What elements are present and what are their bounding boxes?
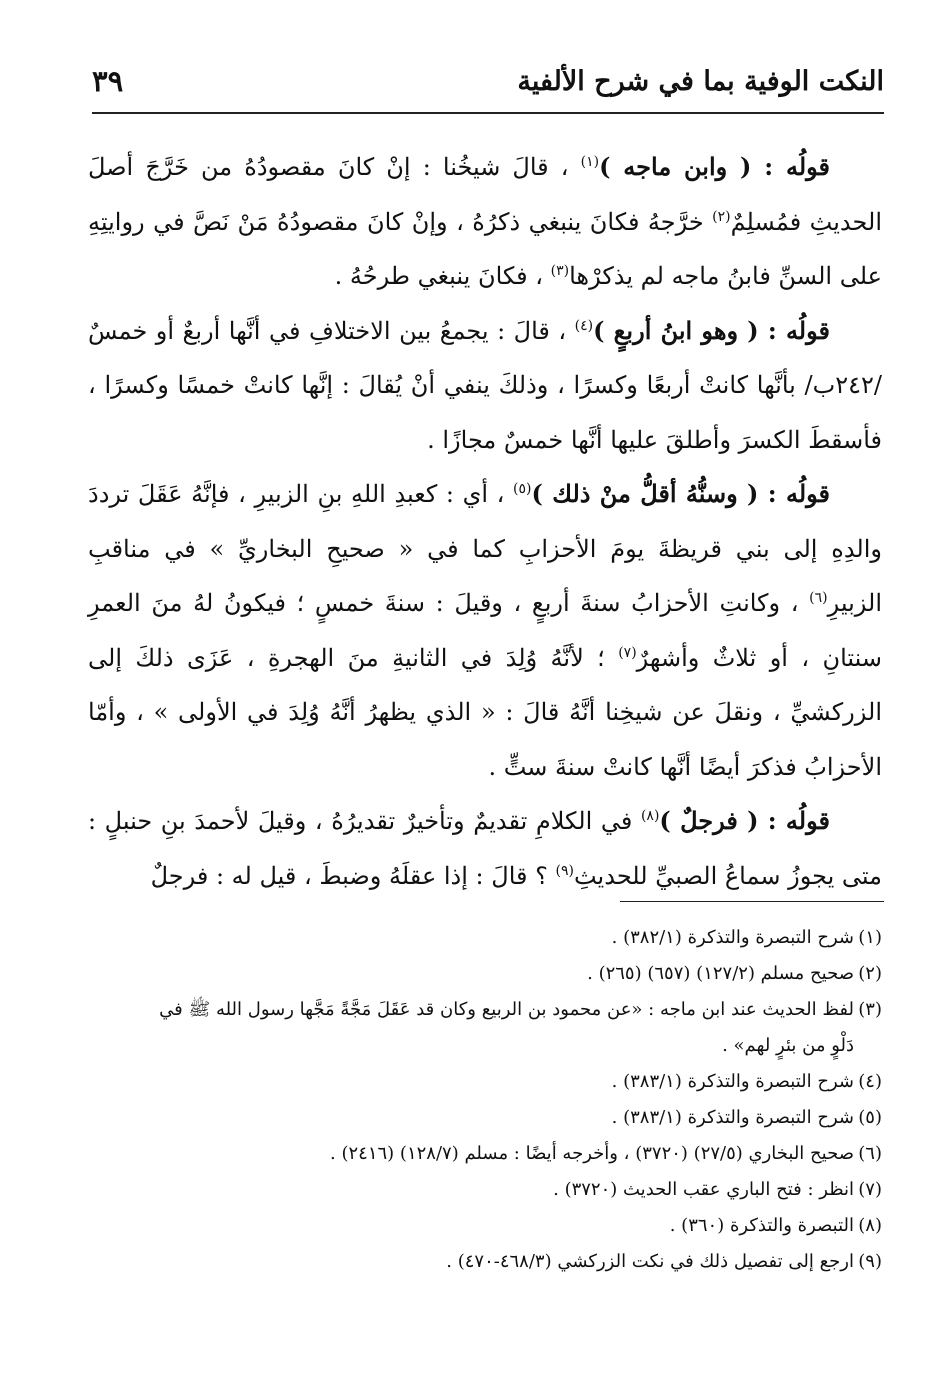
footnote-text-continued: دَلْوٍ من بئرٍ لهم» . bbox=[722, 1035, 854, 1056]
footnote-number: (٦) bbox=[858, 1143, 882, 1164]
footnote bbox=[88, 1244, 882, 1280]
page-header bbox=[92, 58, 884, 108]
footnote-text: ارجع إلى تفصيل ذلك في نكت الزركشي (٤٦٨/٣-٤٧٠) . bbox=[446, 1251, 854, 1272]
footnote-ref: (٥) bbox=[513, 481, 532, 497]
paragraph-1 bbox=[88, 140, 882, 304]
footnote bbox=[88, 1172, 882, 1208]
footnote-ref: (٤) bbox=[574, 317, 594, 334]
footnote bbox=[88, 1136, 882, 1172]
paragraph-text: ؛ لأنَّهُ وُلِدَ في الثانيةِ منَ الهجرةِ ، عَزَى ذلكَ إلى الزركشيِّ ، ونقلَ عن شيخِنا أنَّهُ قالَ : « الذي يظهرُ أنَّهُ وُلِدَ في الأولى » ، وأمّا الأحزابُ فذكرَ أيضًا أنَّها كانتْ سنةَ ستٍّ . bbox=[88, 643, 882, 781]
footnote bbox=[88, 1208, 882, 1244]
footnote-text: صحيح مسلم (١٢٧/٢) (٦٥٧) (٢٦٥) . bbox=[587, 963, 854, 984]
quoted-lemma: قولُه : ( وهو ابنُ أربعٍ ) bbox=[593, 315, 830, 345]
paragraph-text: ؟ قالَ : إذا عقلَهُ وضبطَ ، قيل له : فرجلٌ bbox=[150, 861, 548, 890]
footnote-ref: (٢) bbox=[712, 208, 731, 225]
footnote-ref: (٦) bbox=[809, 590, 828, 606]
footnote bbox=[88, 1100, 882, 1136]
footnotes bbox=[88, 920, 882, 1280]
footnote-ref: (١) bbox=[580, 154, 600, 170]
footnote-text: انظر : فتح الباري عقب الحديث (٣٧٢٠) . bbox=[553, 1179, 854, 1200]
footnote-number: (٩) bbox=[858, 1251, 882, 1272]
quoted-lemma: قولُه : ( وابن ماجه ) bbox=[599, 152, 831, 181]
paragraph-text: في الكلامِ تقديمٌ وتأخيرٌ تقديرُهُ ، وقيلَ لأحمدَ بنِ حنبلٍ : متى يجوزُ سماعُ الصبيِّ للحديثِ bbox=[88, 807, 882, 890]
footnote-text: شرح التبصرة والتذكرة (٣٨٣/١) . bbox=[611, 1071, 854, 1092]
footnote-ref: (٣) bbox=[550, 263, 570, 279]
paragraph-3 bbox=[88, 467, 882, 794]
header-rule bbox=[92, 112, 884, 114]
main-text bbox=[88, 140, 882, 903]
footnote bbox=[88, 1064, 882, 1100]
paragraph-text: ، قالَ شيخُنا : إنْ كانَ مقصودُهُ من خَرَّجَ أصلَ الحديثِ فمُسلِمٌ bbox=[88, 153, 883, 236]
footnote bbox=[88, 920, 882, 956]
footnote-number: (٣) bbox=[858, 999, 882, 1020]
footnote-text: صحيح البخاري (٢٧/٥) (٣٧٢٠) ، وأخرجه أيضًا : مسلم (١٢٨/٧) (٢٤١٦) . bbox=[330, 1143, 854, 1164]
footnote bbox=[88, 956, 882, 992]
paragraph-4 bbox=[88, 794, 882, 903]
footnote-text: لفظ الحديث عند ابن ماجه : «عن محمود بن الربيع وكان قد عَقَلَ مَجَّةً مَجَّها رسول الله ﷺ في bbox=[159, 999, 854, 1020]
footnote-ref: (٨) bbox=[640, 808, 660, 824]
footnote-number: (٧) bbox=[858, 1179, 882, 1200]
running-title: النكت الوفية بما في شرح الألفية bbox=[517, 66, 884, 97]
footnote-text: التبصرة والتذكرة (٣٦٠) . bbox=[669, 1215, 854, 1236]
paragraph-text: ، قالَ : يجمعُ بين الاختلافِ في أنَّها أربعٌ أو خمسٌ /٢٤٢ب/ بأنَّها كانتْ أربعًا وكسرًا ، وذلكَ ينفي أنْ يُقالَ : إنَّها كانتْ خمسًا وكسرًا ، فأسقطَ الكسرَ وأطلقَ عليها أنَّها خمسٌ مجازًا . bbox=[88, 316, 883, 454]
page-number: ٣٩ bbox=[92, 64, 124, 98]
footnote-rule bbox=[620, 901, 884, 902]
footnote-number: (١) bbox=[858, 927, 882, 948]
paragraph-text: خرَّجهُ فكانَ ينبغي ذكرُهُ ، وإنْ كانَ مقصودُهُ مَنْ نَصَّ في روايتِهِ على السنِّ فابنُ ماجه لم يذكرْها bbox=[88, 207, 882, 290]
paragraph-2 bbox=[88, 304, 882, 468]
footnote-text: شرح التبصرة والتذكرة (٣٨٢/١) . bbox=[611, 927, 854, 948]
footnote-number: (٢) bbox=[858, 963, 882, 984]
paragraph-text: ، فكانَ ينبغي طرحُهُ . bbox=[334, 262, 543, 290]
footnote bbox=[88, 992, 882, 1064]
footnote-number: (٨) bbox=[858, 1215, 882, 1236]
footnote-number: (٥) bbox=[858, 1107, 882, 1128]
footnote-text: شرح التبصرة والتذكرة (٣٨٣/١) . bbox=[611, 1107, 854, 1128]
footnote-ref: (٧) bbox=[618, 644, 637, 661]
paragraph-text: ، وكانتِ الأحزابُ سنةَ أربعٍ ، وقيلَ : سنةَ خمسٍ ؛ فيكونُ لهُ منَ العمرِ سنتانِ ، أو ثلاثٌ وأشهرٌ bbox=[88, 589, 882, 672]
footnote-ref: (٩) bbox=[555, 862, 574, 879]
quoted-lemma: قولُه : ( وسنُّهُ أقلُّ منْ ذلك ) bbox=[531, 479, 830, 508]
quoted-lemma: قولُه : ( فرجلٌ ) bbox=[659, 806, 830, 835]
footnote-number: (٤) bbox=[858, 1071, 882, 1092]
paragraph-text: ، أي : كعبدِ اللهِ بنِ الزبيرِ ، فإنَّهُ عَقَلَ ترددَ والدِهِ إلى بني قريظةَ يومَ الأحزابِ كما في « صحيحِ البخاريِّ » في مناقبِ الزبيرِ bbox=[88, 480, 882, 617]
